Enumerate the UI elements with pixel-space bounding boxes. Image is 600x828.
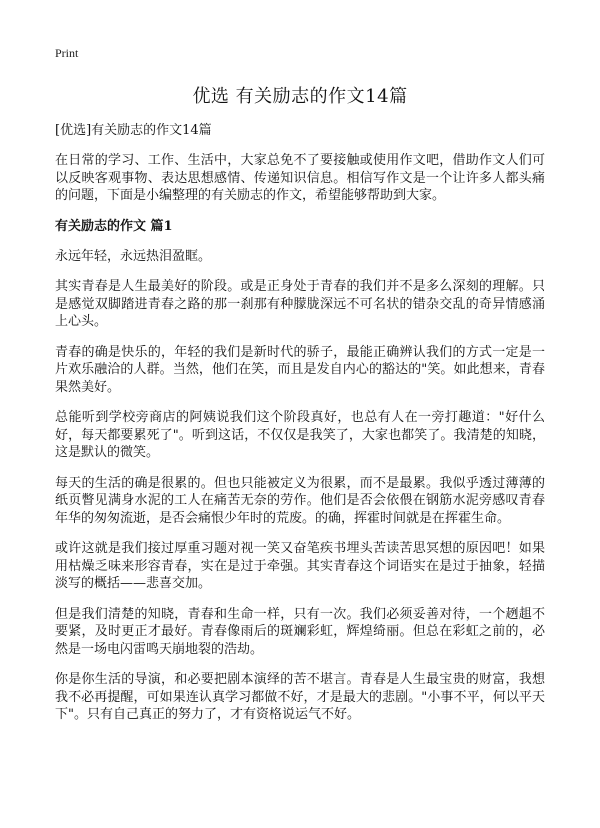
body-paragraph: 你是你生活的导演，和必要把剧本演绎的苦不堪言。青春是人生最宝贵的财富，我想我不必再提醒，可如果连认真学习都做不好，才是最大的悲剧。"小事不平，何以平天下"。只有自己真正的努力了，才有资格说运气不好。 bbox=[55, 672, 545, 722]
body-paragraph: 或许这就是我们接过厚重习题对视一笑又奋笔疾书埋头苦读苦思冥想的原因吧！如果用枯燥乏味来形容青春，实在是过于牵强。其实青春这个词语实在是过于抽象，轻描淡写的概括——悲喜交加。 bbox=[55, 541, 545, 591]
document-body bbox=[55, 122, 545, 737]
section-heading: 有关励志的作文 篇1 bbox=[55, 218, 173, 234]
body-paragraph: 总能听到学校旁商店的阿姨说我们这个阶段真好，也总有人在一旁打趣道："好什么好，每天都要累死了"。听到这话，不仅仅是我笑了，大家也都笑了。我清楚的知晓，这是默认的微笑。 bbox=[55, 410, 545, 460]
body-paragraph: 每天的生活的确是很累的。但也只能被定义为很累，而不是最累。我似乎透过薄薄的纸页瞥见满身水泥的工人在痛苦无奈的劳作。他们是否会依偎在钢筋水泥旁感叹青春年华的匆匆流逝，是否会痛恨少年时的荒废。的确，挥霍时间就是在挥霍生命。 bbox=[55, 475, 545, 526]
body-paragraph: 永远年轻，永远热泪盈眶。 bbox=[55, 248, 212, 264]
page-title: 优选 有关励志的作文14篇 bbox=[192, 86, 408, 107]
body-paragraph: 青春的确是快乐的，年轻的我们是新时代的骄子，最能正确辨认我们的方式一定是一片欢乐融洽的人群。当然，他们在笑，而且是发自内心的豁达的"笑。如此想来，青春果然美好。 bbox=[55, 344, 545, 395]
body-paragraph: 但是我们清楚的知晓，青春和生命一样，只有一次。我们必须妥善对待，一个趔趄不要紧，及时更正才最好。青春像雨后的斑斓彩虹，辉煌绮丽。但总在彩虹之前的，必然是一场电闪雷鸣天崩地裂的浩劫。 bbox=[55, 606, 545, 657]
document-subtitle: [优选]有关励志的作文14篇 bbox=[55, 123, 212, 138]
intro-paragraph: 在日常的学习、工作、生活中，大家总免不了要接触或使用作文吧，借助作文人们可以反映客观事物、表达思想感情、传递知识信息。相信写作文是一个让许多人都头痛的问题，下面是小编整理的有关励志的作文，希望能够帮助到大家。 bbox=[55, 153, 545, 203]
body-paragraph: 其实青春是人生最美好的阶段。或是正身处于青春的我们并不是多么深刻的理解。只是感觉双脚踏进青春之路的那一刹那有种朦胧深远不可名状的错杂交乱的奇异情感涌上心头。 bbox=[55, 279, 545, 329]
print-label[interactable]: Print bbox=[55, 46, 79, 60]
